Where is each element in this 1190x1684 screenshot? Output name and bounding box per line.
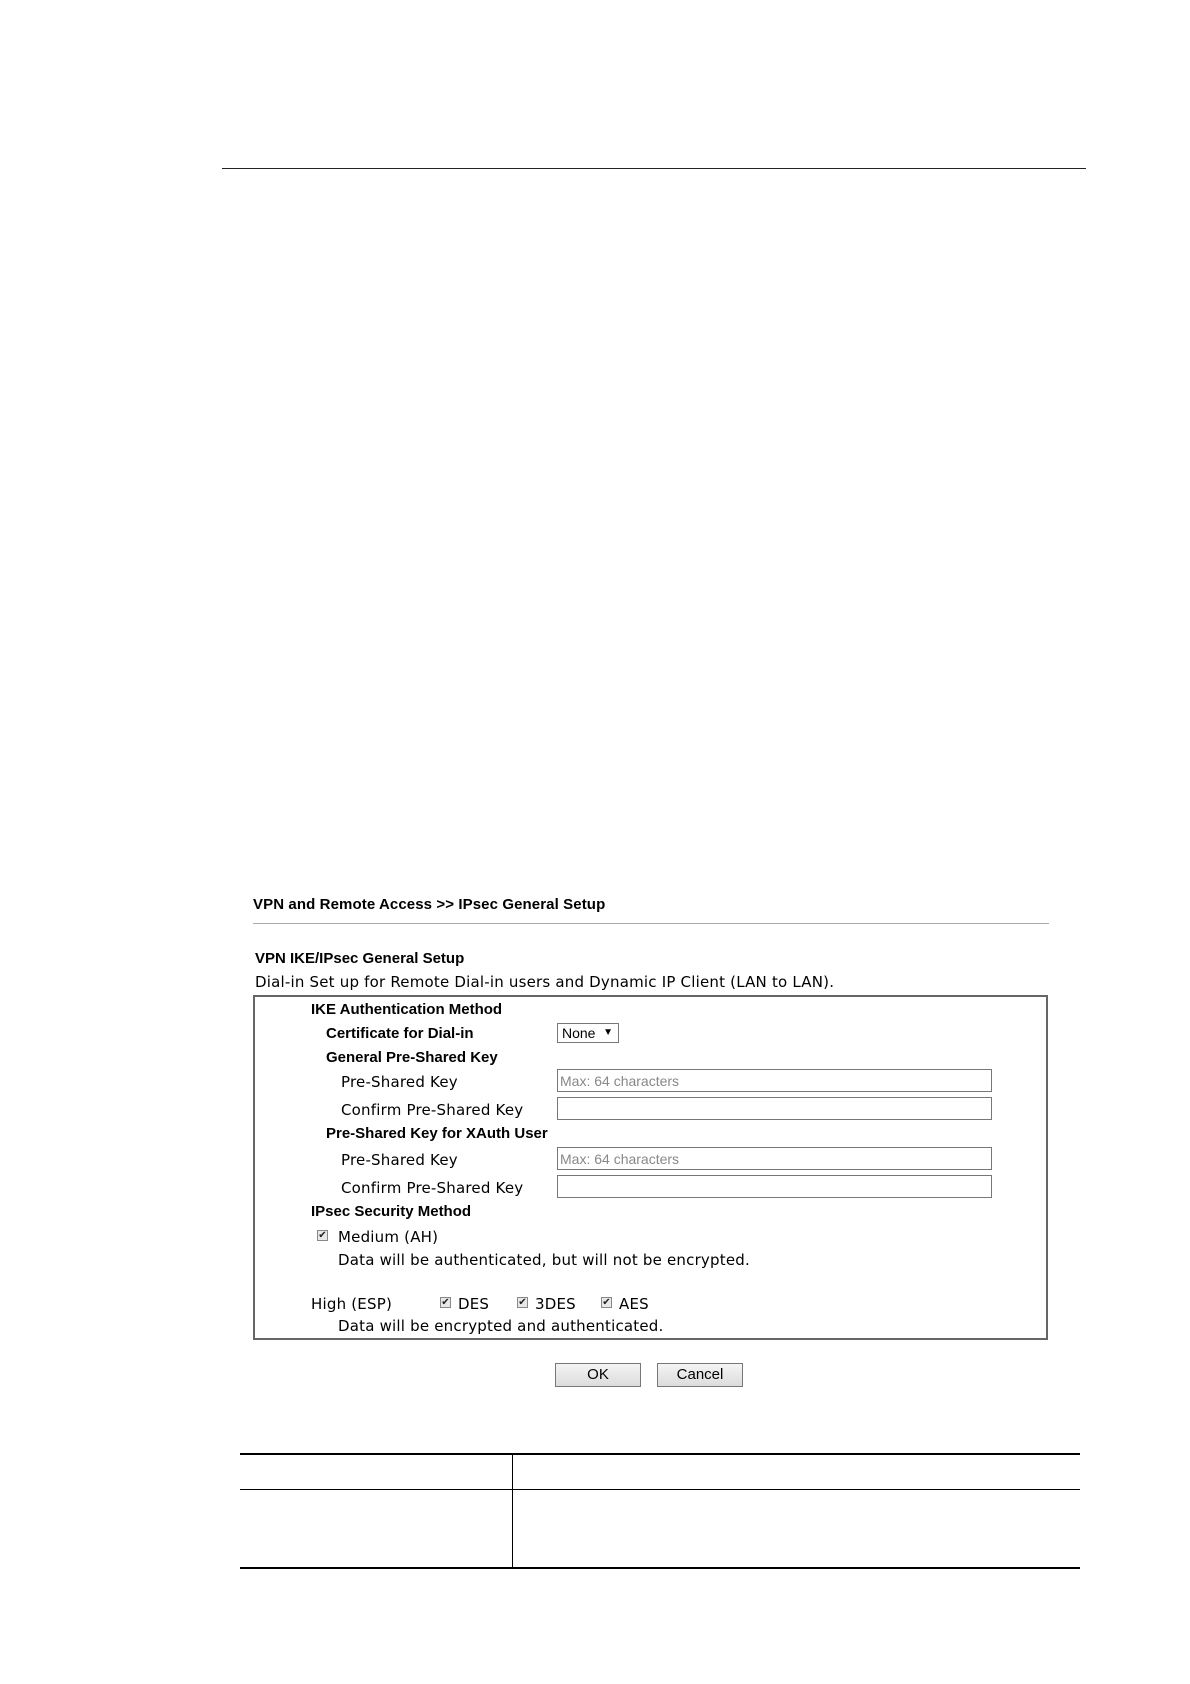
certificate-label: Certificate for Dial-in bbox=[326, 1025, 474, 1042]
xauth-confirm-psk-input[interactable] bbox=[557, 1175, 992, 1198]
table-top-border bbox=[240, 1453, 1080, 1455]
3des-label: 3DES bbox=[535, 1295, 576, 1313]
high-esp-description: Data will be encrypted and authenticated. bbox=[338, 1317, 664, 1335]
section-title: VPN IKE/IPsec General Setup bbox=[255, 950, 465, 967]
table-header-divider bbox=[240, 1489, 1080, 1490]
certificate-select[interactable] bbox=[557, 1023, 619, 1043]
medium-ah-checkbox[interactable]: ✔ bbox=[318, 1230, 327, 1241]
xauth-psk-heading: Pre-Shared Key for XAuth User bbox=[326, 1125, 548, 1142]
breadcrumb: VPN and Remote Access >> IPsec General Setup bbox=[253, 896, 606, 913]
des-label: DES bbox=[458, 1295, 490, 1313]
ok-button[interactable]: OK bbox=[555, 1363, 641, 1387]
ike-auth-heading: IKE Authentication Method bbox=[311, 1001, 503, 1018]
xauth-confirm-psk-label: Confirm Pre-Shared Key bbox=[341, 1179, 524, 1197]
table-column-divider bbox=[512, 1455, 513, 1567]
medium-ah-label: Medium (AH) bbox=[338, 1228, 439, 1246]
table-bottom-border bbox=[240, 1567, 1080, 1569]
cancel-button[interactable]: Cancel bbox=[657, 1363, 743, 1387]
high-esp-label: High (ESP) bbox=[311, 1295, 392, 1313]
3des-checkbox[interactable]: ✔ bbox=[518, 1297, 527, 1308]
certificate-select-value: None bbox=[562, 1025, 596, 1041]
confirm-psk-input[interactable] bbox=[557, 1097, 992, 1120]
xauth-psk-input[interactable] bbox=[557, 1147, 992, 1170]
des-checkbox[interactable]: ✔ bbox=[441, 1297, 450, 1308]
dropdown-arrow-icon: ▼ bbox=[603, 1027, 613, 1038]
general-psk-heading: General Pre-Shared Key bbox=[326, 1049, 498, 1066]
xauth-psk-label: Pre-Shared Key bbox=[341, 1151, 458, 1169]
psk-input[interactable] bbox=[557, 1069, 992, 1092]
psk-label: Pre-Shared Key bbox=[341, 1073, 458, 1091]
confirm-psk-label: Confirm Pre-Shared Key bbox=[341, 1101, 524, 1119]
aes-label: AES bbox=[619, 1295, 649, 1313]
section-description: Dial-in Set up for Remote Dial-in users and Dynamic IP Client (LAN to LAN). bbox=[255, 973, 835, 991]
ipsec-security-heading: IPsec Security Method bbox=[311, 1203, 472, 1220]
ike-ipsec-settings-panel bbox=[253, 995, 1048, 1340]
aes-checkbox[interactable]: ✔ bbox=[602, 1297, 611, 1308]
page-header-rule bbox=[222, 168, 1086, 169]
medium-ah-description: Data will be authenticated, but will not be encrypted. bbox=[338, 1251, 750, 1269]
breadcrumb-divider bbox=[253, 923, 1049, 924]
